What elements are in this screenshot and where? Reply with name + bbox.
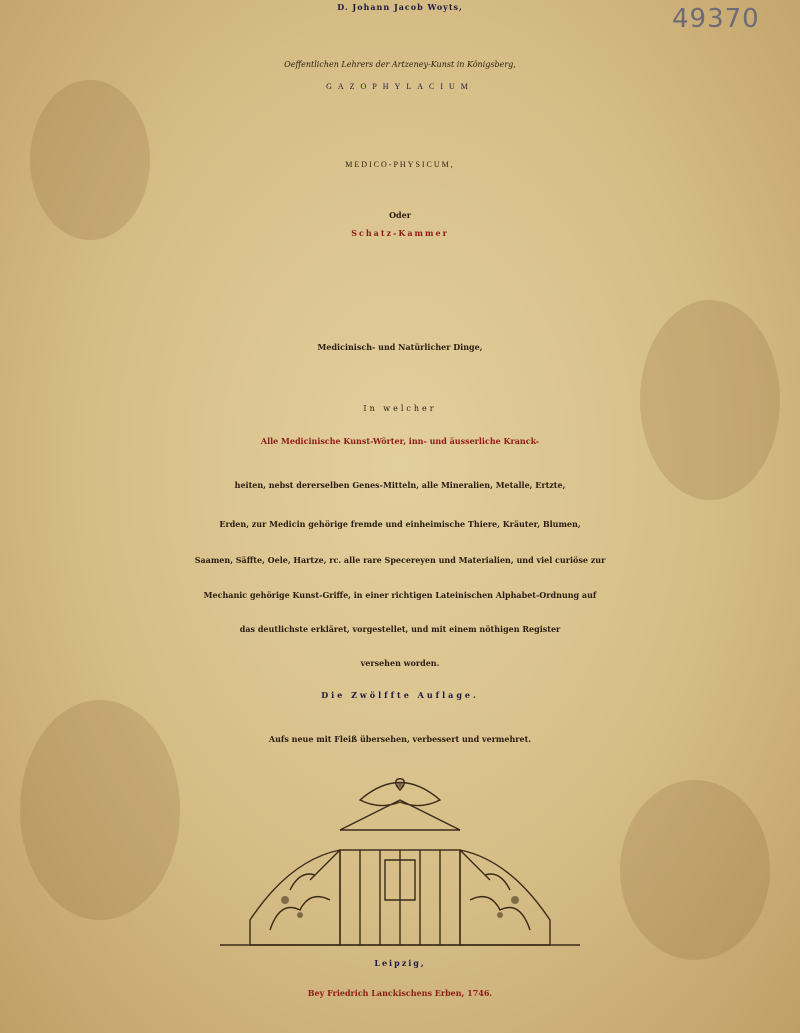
paper-stain [20, 700, 180, 920]
description-line: das deutlichste erkläret, vorgestellet, und mit einem nöthigen Register [239, 624, 561, 634]
oder-word: Oder [389, 210, 411, 220]
description-line: Alle Medicinische Kunst-Wörter, inn- und äusserliche Kranck- [260, 436, 540, 446]
edition-note: Aufs neue mit Fleiß übersehen, verbessert und vermehret. [268, 734, 532, 744]
title-main: GAZOPHYLACIUM [326, 82, 474, 91]
edition-line: Die Zwölffte Auflage. [321, 690, 479, 700]
title-sub: MEDICO-PHYSICUM, [345, 160, 455, 169]
paper-stain [620, 780, 770, 960]
description-line: versehen worden. [360, 658, 440, 668]
description-line: Erden, zur Medicin gehörige fremde und einheimische Thiere, Kräuter, Blumen, [219, 519, 581, 529]
title-german-sub: Medicinisch- und Natürlicher Dinge, [317, 342, 483, 352]
description-line: Mechanic gehörige Kunst-Griffe, in einer richtigen Lateinischen Alphabet-Ordnung auf [203, 590, 597, 600]
author-line: D. Johann Jacob Woyts, [337, 2, 463, 12]
imprint-publisher: Bey Friedrich Lanckischens Erben, 1746. [307, 988, 493, 998]
shelfmark-number: 49370 [672, 4, 760, 34]
paper-stain [640, 300, 780, 500]
title-german: Schatz-Kammer [351, 228, 449, 238]
in-welcher: In welcher [363, 404, 437, 413]
affiliation-line: Oeffentlichen Lehrers der Artzeney-Kunst in Königsberg, [284, 60, 516, 69]
imprint-city: Leipzig, [374, 958, 426, 968]
description-line: Saamen, Säffte, Oele, Hartze, rc. alle rare Specereyen und Materialien, und viel curiöse zur [194, 555, 606, 565]
printers-vignette-image [190, 770, 610, 955]
description-line: heiten, nebst dererselben Genes-Mitteln, alle Mineralien, Metalle, Ertzte, [234, 480, 566, 490]
